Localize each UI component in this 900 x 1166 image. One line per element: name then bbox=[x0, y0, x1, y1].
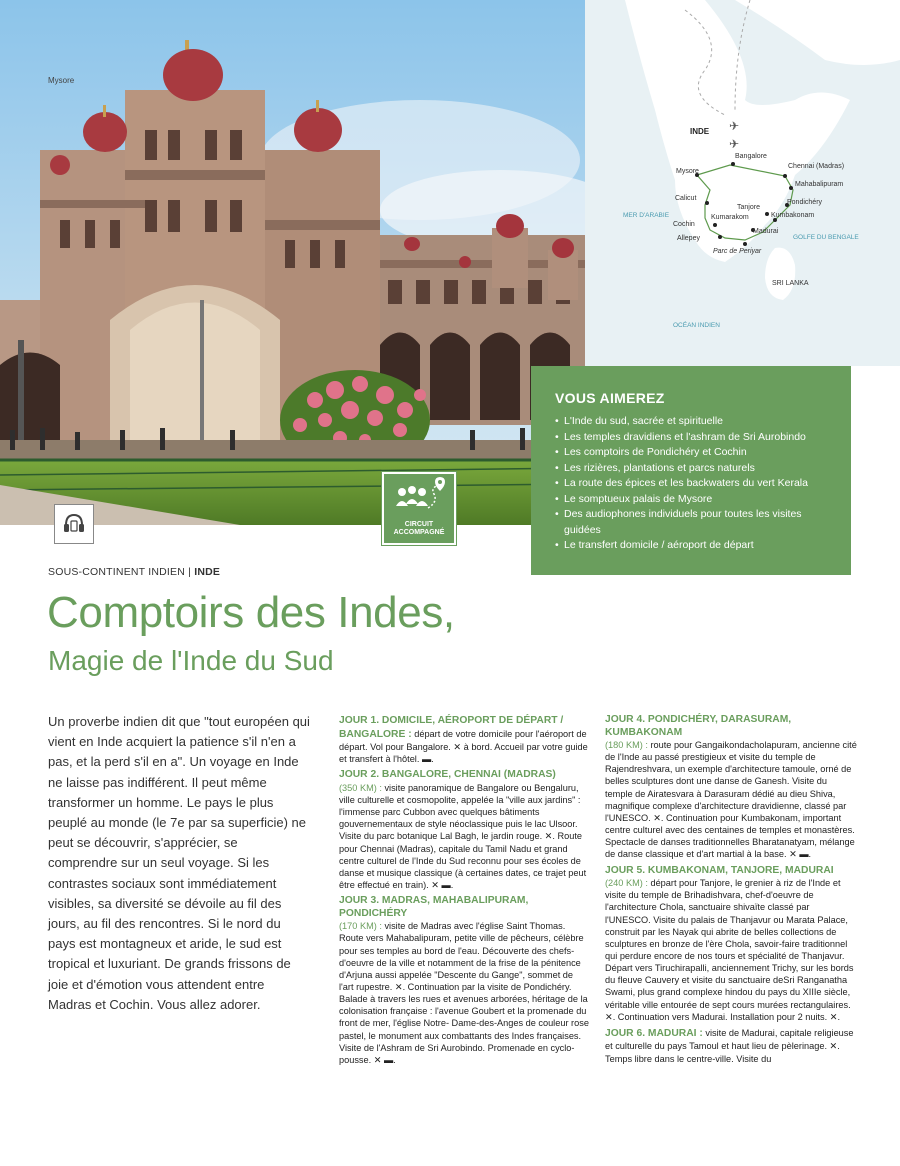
list-item: • Les rizières, plantations et parcs naturels bbox=[555, 461, 851, 477]
day-distance: (350 KM) : bbox=[339, 782, 382, 793]
day-distance: (170 KM) : bbox=[339, 921, 382, 932]
day-heading: JOUR 6. MADURAI : bbox=[605, 1027, 703, 1039]
day-text: visite de Madras avec l'église Saint Thomas. Route vers Mahabalipuram, petite ville de pêcheurs, célèbre pour ses temples au bord de l'eau. Découverte des chefs-d'oeuvre de la ville et notamment de la frise de la pénitence d'Arjuna aussi appelée "Descente du Gange", sommet de l'art rupestre. ✕. Continuation par la visite de Pondichéry. Balade à travers les rues et avenues arborées, héritage de la colonisation française : l'avenue Goubert et la promenade du front de mer, l'église Notre- Dame-des-Anges de couleur rose pastel, le monument aux combattants des Indes françaises. Visite de l'Ashram de Sri Aurobindo. Promenade en cyclo-pousse. ✕ ▬. bbox=[339, 921, 589, 1065]
day-text: départ pour Tanjore, le grenier à riz de l'Inde et visite du temple de Brihadishvara, chef-d'oeuvre de l'architecture Chola, sanctuaire shivaïte classé par l'UNESCO. Visite du palais de Thanjavur ou Marata Palace, construit par les Nayak qui abrite de belles collections de sculptures en bronze de l'ère Chola, savoir-faire traditionnel qui perdure encore de nos tours et spécialité de Thanjavur. Départ vers Tiruchirapalli, anciennement Trichy, sur les bords du fleuve Cauvery et visite du sanctuaire deSri Ranganatha Swami, plus grand complexe hindou du pays du XIIIe siècle, véritable ville entourée de sept cours murées rectangulaires. ✕. Continuation vers Madurai. Installation pour 2 nuits. ✕. bbox=[605, 878, 854, 1022]
day-text: visite panoramique de Bangalore ou Bengaluru, ville culturelle et cosmopolite, appelée la "ville aux jardins" : l'immense parc Cubbon avec quelques bâtiments gouvernementaux de style néoclassique puis le lac Ulsoor. Visite du parc botanique Lal Bagh, le jardin rouge. ✕. Route pour Chennai (Madras), capitale du Tamil Nadu et grand centre culturel de l'Inde du Sud reconnu pour ses écoles de danse et musique classique (à certaines dates, ce trajet peut être effectué en train). ✕ ▬. bbox=[339, 782, 587, 891]
map-sea-bengal: GOLFE DU BENGALE bbox=[793, 234, 859, 241]
list-item: • L'Inde du sud, sacrée et spirituelle bbox=[555, 414, 851, 430]
list-item: • Les temples dravidiens et l'ashram de Sri Aurobindo bbox=[555, 430, 851, 446]
map-country-label: INDE bbox=[690, 127, 710, 136]
list-item: • Le somptueux palais de Mysore bbox=[555, 492, 851, 508]
map-city-calicut: Calicut bbox=[675, 195, 697, 202]
breadcrumb-region: SOUS-CONTINENT INDIEN bbox=[48, 566, 186, 578]
day-block bbox=[339, 769, 589, 891]
day-text: route pour Gangaikondacholapuram, ancienne cité de l'Inde au passé prestigieux et visite du temple de Rajendreshvara, un exemple d'architecture tamoule, orné de belles sculptures dont une danse de Ganesh. Visite du temple de Airatesvara à Darasuram dédié au dieu Shiva, magnifique complexe d'architecture dravidienne, classé par l'UNESCO. ✕. Continuation pour Kumbakonam, important centre culturel avec des centaines de temples et monastères. Spectacle de danses traditionnelles Bharatanatyam, mélange de danse classique et d'art martial à la base. ✕ ▬. bbox=[605, 740, 857, 860]
map-sea-arabian: MER D'ARABIE bbox=[623, 212, 670, 219]
day-text: départ de votre domicile pour l'aéroport de départ. Vol pour Bangalore. ✕ à bord. Accueil par votre guide et transfert à l'hôtel. ▬. bbox=[339, 728, 588, 765]
audiophone-icon bbox=[54, 504, 94, 544]
group-icon bbox=[384, 474, 454, 518]
breadcrumb-country: INDE bbox=[194, 566, 221, 578]
map-city-pondichery: Pondichéry bbox=[787, 199, 823, 206]
svg-text:✈: ✈ bbox=[729, 119, 740, 133]
day-block bbox=[605, 714, 857, 861]
map-city-allepey: Allepey bbox=[677, 235, 700, 242]
map-city-tanjore: Tanjore bbox=[737, 204, 760, 211]
list-item: • La route des épices et les backwaters du vert Kerala bbox=[555, 476, 851, 492]
breadcrumb-separator: | bbox=[188, 566, 192, 578]
day-heading: JOUR 3. MADRAS, MAHABALIPURAM, PONDICHÉRY bbox=[339, 895, 529, 919]
map-city-kumarakom: Kumarakom bbox=[711, 214, 749, 221]
day-heading: JOUR 5. KUMBAKONAM, TANJORE, MADURAI bbox=[605, 864, 834, 876]
sri-lanka-landmass bbox=[765, 248, 795, 300]
day-heading: JOUR 4. PONDICHÉRY, DARASURAM, KUMBAKONAM bbox=[605, 714, 792, 738]
day-distance: (180 KM) : bbox=[605, 740, 648, 750]
day-text: visite de Madurai, capitale religieuse et culturelle du pays Tamoul et haut lieu de pèlerinage. ✕. Temps libre dans le centre-ville. Visite du bbox=[605, 1027, 854, 1064]
mysore-palace-photo bbox=[0, 0, 585, 525]
badge-circuit: CIRCUIT bbox=[404, 521, 434, 528]
vous-aimerez-title: VOUS AIMEREZ bbox=[555, 390, 665, 406]
breadcrumb bbox=[48, 566, 220, 578]
day-block bbox=[339, 714, 589, 765]
map-sri-lanka-label: SRI LANKA bbox=[772, 280, 809, 287]
itinerary-column-2 bbox=[605, 714, 857, 1069]
page-subtitle: Magie de l'Inde du Sud bbox=[48, 645, 334, 676]
page-title: Comptoirs des Indes, bbox=[47, 588, 455, 637]
list-item: • Le transfert domicile / aéroport de départ bbox=[555, 538, 851, 554]
photo-caption: Mysore bbox=[48, 76, 75, 85]
itinerary-map bbox=[585, 0, 900, 366]
day-heading: JOUR 2. BANGALORE, CHENNAI (MADRAS) bbox=[339, 769, 556, 781]
badge-accompagne: ACCOMPAGNÉ bbox=[393, 529, 445, 536]
itinerary-column-1 bbox=[339, 714, 589, 1070]
day-heading: JOUR 1. DOMICILE, AÉROPORT DE DÉPART / BANGALORE : bbox=[339, 715, 564, 740]
svg-text:✈: ✈ bbox=[729, 137, 740, 151]
intro-paragraph: Un proverbe indien dit que "tout européen qui vient en Inde acquiert la patience s'il n'en a pas, et la perd s'il en a". Un voyage en Inde ne laisse pas indifférent. Il peut même transformer un homme. Le pays le plus peuplé au monde (le 7e par sa superficie) ne peut se découvrir, s'apprécier, se comprendre sur un seul voyage. Si les contrastes sociaux sont immédiatement visibles, sa diversité se dévoile au fil des jours, au fil des rencontres. Si le nord du pays est montagneux et aride, le sud est tropical et luxuriant. De grands frissons de joie et d'émotion vous attendent entre Madras et Cochin. Vous allez adorer. bbox=[48, 714, 310, 1012]
map-city-mahabalipuram: Mahabalipuram bbox=[795, 181, 844, 188]
vous-aimerez-list bbox=[555, 414, 851, 554]
map-sea-indian-ocean: OCÉAN INDIEN bbox=[673, 322, 720, 329]
list-item: • Les comptoirs de Pondichéry et Cochin bbox=[555, 445, 851, 461]
day-block bbox=[605, 1027, 857, 1065]
map-city-kumbakonam: Kumbakonam bbox=[771, 212, 815, 219]
map-city-cochin: Cochin bbox=[673, 221, 695, 228]
map-city-bangalore: Bangalore bbox=[735, 153, 767, 160]
map-city-periyar: Parc de Periyar bbox=[713, 248, 762, 255]
map-city-madurai: Madurai bbox=[753, 228, 779, 235]
day-distance: (240 KM) : bbox=[605, 878, 648, 889]
circuit-accompagne-badge bbox=[382, 472, 456, 545]
list-item: • Des audiophones individuels pour toutes les visites guidées bbox=[555, 507, 851, 538]
map-city-chennai: Chennai (Madras) bbox=[788, 163, 845, 170]
day-block bbox=[339, 895, 589, 1066]
day-block bbox=[605, 865, 857, 1023]
map-city-mysore: Mysore bbox=[676, 168, 699, 175]
vous-aimerez-box bbox=[531, 366, 851, 575]
